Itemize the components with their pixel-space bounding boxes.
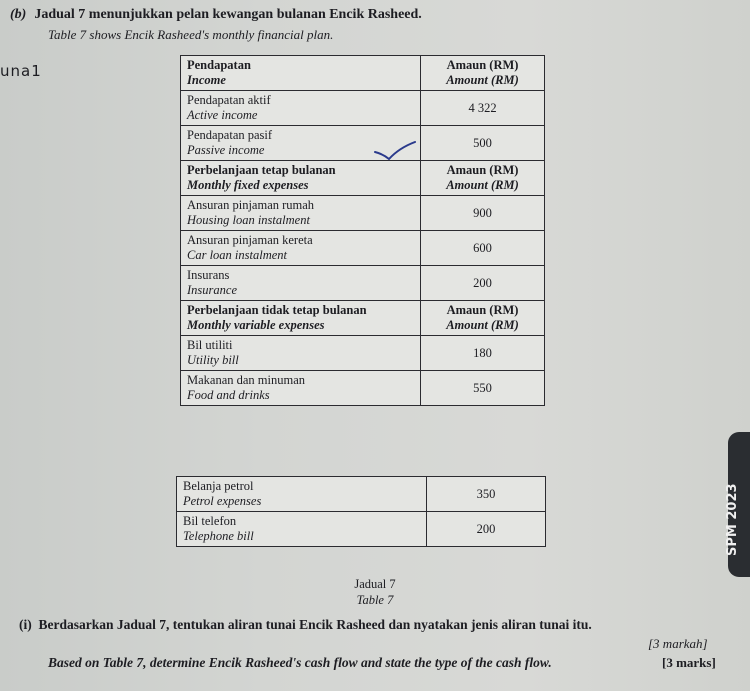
row-label: Ansuran pinjaman kereta bbox=[187, 233, 313, 247]
watermark-label: SPM 2023 bbox=[725, 483, 740, 557]
row-label: Pendapatan pasif bbox=[187, 128, 273, 142]
amount-header: Amaun (RM) bbox=[446, 163, 519, 177]
row-label-en: Food and drinks bbox=[187, 388, 270, 402]
table-caption-en: Table 7 bbox=[356, 593, 394, 607]
question-heading-en: Table 7 shows Encik Rasheed's monthly financial plan. bbox=[48, 27, 334, 42]
table-row bbox=[181, 336, 545, 371]
row-amount: 200 bbox=[427, 512, 546, 547]
row-label-en: Passive income bbox=[187, 143, 265, 157]
question-heading-ms: Jadual 7 menunjukkan pelan kewangan bulanan Encik Rasheed. bbox=[34, 7, 422, 22]
row-label: Bil utiliti bbox=[187, 338, 233, 352]
row-label: Pendapatan aktif bbox=[187, 93, 271, 107]
amount-header-en: Amount (RM) bbox=[446, 73, 519, 87]
income-header-label-en: Income bbox=[187, 73, 226, 87]
row-label-en: Utility bill bbox=[187, 353, 239, 367]
row-amount: 900 bbox=[421, 196, 545, 231]
row-amount: 180 bbox=[421, 336, 545, 371]
income-header-row bbox=[181, 56, 545, 91]
financial-plan-table-continued bbox=[176, 476, 546, 547]
row-amount: 4 322 bbox=[421, 91, 545, 126]
row-label: Bil telefon bbox=[183, 514, 237, 528]
income-header-label: Pendapatan bbox=[187, 58, 251, 72]
row-label-en: Car loan instalment bbox=[187, 248, 288, 262]
marks-ms: [3 markah] bbox=[648, 636, 708, 651]
table-row bbox=[181, 126, 545, 161]
cropped-text-fragment: una1 bbox=[0, 62, 42, 80]
fixed-expenses-header-label-en: Monthly fixed expenses bbox=[187, 178, 309, 192]
amount-header-en: Amount (RM) bbox=[446, 178, 519, 192]
amount-header: Amaun (RM) bbox=[446, 303, 519, 317]
table-row bbox=[181, 231, 545, 266]
row-amount: 200 bbox=[421, 266, 545, 301]
sub-question-text-en: Based on Table 7, determine Encik Rasheed's cash flow and state the type of the cash flow. bbox=[48, 655, 552, 670]
fixed-expenses-header-row bbox=[181, 161, 545, 196]
sub-question-text-ms: Berdasarkan Jadual 7, tentukan aliran tunai Encik Rasheed dan nyatakan jenis aliran tunai itu. bbox=[38, 617, 592, 632]
row-label-en: Insurance bbox=[187, 283, 237, 297]
row-label: Makanan dan minuman bbox=[187, 373, 306, 387]
row-label-en: Housing loan instalment bbox=[187, 213, 310, 227]
table-row bbox=[181, 266, 545, 301]
question-heading bbox=[10, 7, 422, 23]
amount-header-en: Amount (RM) bbox=[446, 318, 519, 332]
check-mark-icon bbox=[373, 140, 417, 162]
row-label-en: Telephone bill bbox=[183, 529, 254, 543]
marks-en: [3 marks] bbox=[662, 655, 716, 670]
table-row bbox=[177, 477, 546, 512]
amount-header: Amaun (RM) bbox=[446, 58, 519, 72]
table-row bbox=[181, 371, 545, 406]
variable-expenses-header-label: Perbelanjaan tidak tetap bulanan bbox=[187, 303, 367, 317]
table-row bbox=[181, 196, 545, 231]
question-label: (b) bbox=[10, 7, 27, 22]
table-row bbox=[177, 512, 546, 547]
fixed-expenses-header-label: Perbelanjaan tetap bulanan bbox=[187, 163, 336, 177]
variable-expenses-header-label-en: Monthly variable expenses bbox=[187, 318, 325, 332]
row-amount: 500 bbox=[421, 126, 545, 161]
row-amount: 600 bbox=[421, 231, 545, 266]
sub-question-ms bbox=[19, 617, 592, 633]
row-label-en: Petrol expenses bbox=[183, 494, 262, 508]
row-amount: 550 bbox=[421, 371, 545, 406]
row-label: Ansuran pinjaman rumah bbox=[187, 198, 315, 212]
row-amount: 350 bbox=[427, 477, 546, 512]
table-caption-ms: Jadual 7 bbox=[354, 577, 396, 591]
financial-plan-table bbox=[180, 55, 545, 406]
table-row bbox=[181, 91, 545, 126]
row-label: Insurans bbox=[187, 268, 230, 282]
sub-question-label: (i) bbox=[19, 617, 32, 632]
row-label-en: Active income bbox=[187, 108, 258, 122]
row-label: Belanja petrol bbox=[183, 479, 254, 493]
variable-expenses-header-row bbox=[181, 301, 545, 336]
